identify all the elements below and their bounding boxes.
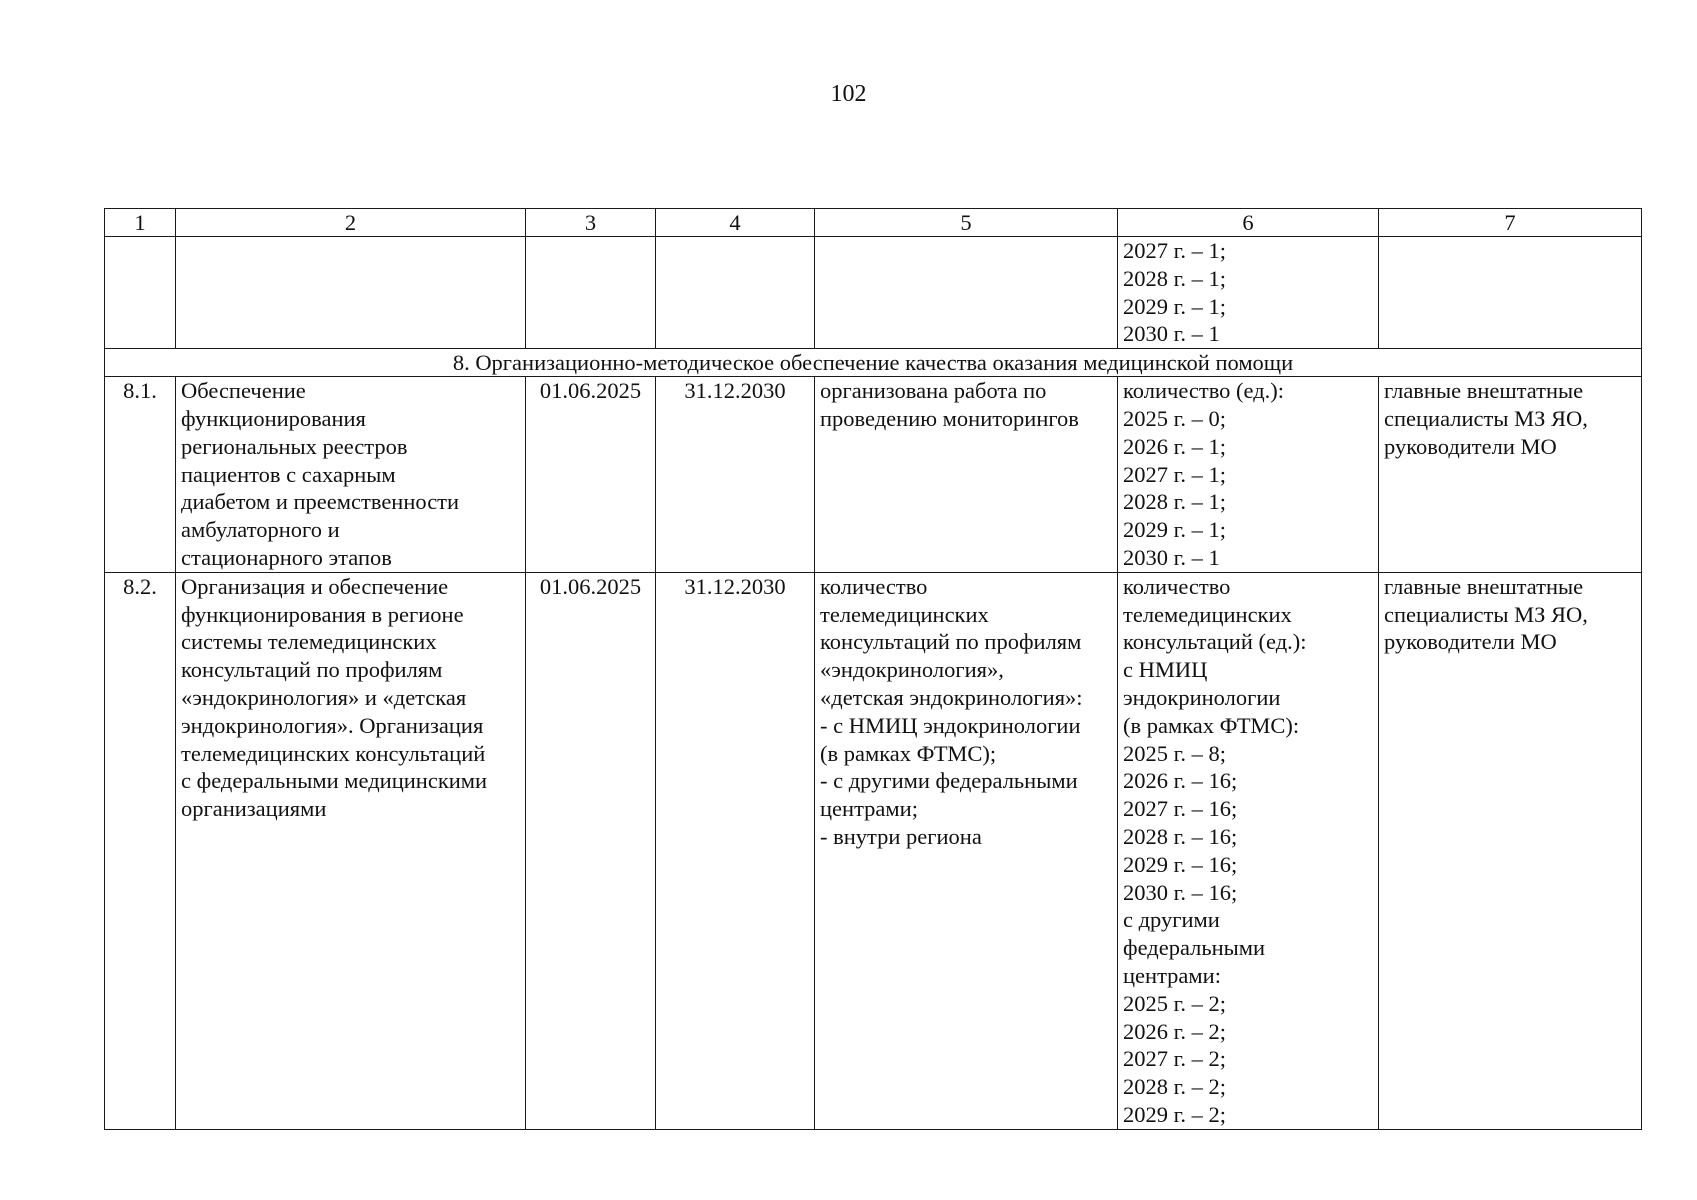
indicator-line: с другими — [1123, 907, 1220, 933]
activity-name-cell — [176, 377, 526, 573]
indicator-line: телемедицинских — [1123, 601, 1292, 627]
text-line: главные внештатные — [1384, 573, 1584, 599]
indicator-line: 2030 г. – 1 — [1123, 321, 1220, 347]
column-header-5: 5 — [815, 209, 1118, 237]
indicator-line: 2029 г. – 1; — [1123, 517, 1226, 543]
text-line: «детская эндокринология»: — [820, 684, 1083, 710]
indicator-line: количество (ед.): — [1123, 378, 1285, 404]
text-line: Обеспечение — [181, 378, 306, 404]
text-line: с федеральными медицинскими — [181, 768, 488, 794]
indicator-line: 2027 г. – 1; — [1123, 238, 1226, 263]
text-line: консультаций по профилям — [820, 629, 1082, 655]
result-cell — [815, 572, 1118, 1129]
column-number-row — [105, 209, 1642, 237]
indicator-line: 2028 г. – 1; — [1123, 265, 1226, 291]
text-line: центрами; — [820, 796, 918, 822]
text-line: Организация и обеспечение — [181, 573, 449, 599]
text-line: пациентов с сахарным — [181, 461, 396, 487]
text-line: специалисты МЗ ЯО, — [1384, 601, 1588, 627]
indicator-cell — [1118, 572, 1379, 1129]
table-row — [105, 572, 1642, 1129]
indicator-cell — [1118, 237, 1379, 349]
table-cell — [526, 237, 656, 349]
table-cell — [1379, 237, 1642, 349]
text-line: руководители МО — [1384, 629, 1557, 655]
text-line: функционирования — [181, 405, 366, 431]
end-date: 31.12.2030 — [656, 377, 815, 573]
indicator-line: 2029 г. – 2; — [1123, 1101, 1226, 1127]
indicator-line: 2030 г. – 1 — [1123, 544, 1220, 570]
page-number: 102 — [830, 81, 867, 107]
table-row — [105, 377, 1642, 573]
indicator-line: 2026 г. – 1; — [1123, 433, 1226, 459]
indicator-line: количество — [1123, 573, 1231, 599]
start-date: 01.06.2025 — [526, 572, 656, 1129]
text-line: организована работа по — [820, 378, 1047, 404]
column-header-2: 2 — [176, 209, 526, 237]
indicator-line: (в рамках ФТМС): — [1123, 712, 1300, 738]
indicator-line: 2025 г. – 2; — [1123, 990, 1226, 1016]
text-line: региональных реестров — [181, 433, 408, 459]
text-line: системы телемедицинских — [181, 629, 437, 655]
responsible-cell — [1379, 377, 1642, 573]
text-line: «эндокринология» и «детская — [181, 684, 467, 710]
column-header-6: 6 — [1118, 209, 1379, 237]
text-line: диабетом и преемственности — [181, 489, 460, 515]
indicator-line: 2025 г. – 8; — [1123, 740, 1226, 766]
indicator-line: 2027 г. – 2; — [1123, 1046, 1226, 1072]
indicator-line: с НМИЦ — [1123, 657, 1208, 683]
indicator-line: 2028 г. – 2; — [1123, 1074, 1226, 1100]
indicator-line: 2026 г. – 2; — [1123, 1018, 1226, 1044]
row-number: 8.1. — [105, 377, 176, 573]
indicator-line: 2028 г. – 16; — [1123, 823, 1238, 849]
text-line: - с другими федеральными — [820, 768, 1078, 794]
indicator-line: 2025 г. – 0; — [1123, 405, 1226, 431]
section-row — [105, 349, 1642, 377]
text-line: проведению мониторингов — [820, 405, 1079, 431]
indicator-line: 2028 г. – 1; — [1123, 489, 1226, 515]
indicator-line: центрами: — [1123, 962, 1221, 988]
table-cell — [815, 237, 1118, 349]
indicator-line: 2029 г. – 1; — [1123, 293, 1226, 319]
indicator-line: консультаций (ед.): — [1123, 629, 1307, 655]
text-line: главные внештатные — [1384, 378, 1584, 404]
indicator-line: 2029 г. – 16; — [1123, 851, 1238, 877]
indicator-cell — [1118, 377, 1379, 573]
row-number: 8.2. — [105, 572, 176, 1129]
responsible-cell — [1379, 572, 1642, 1129]
indicator-line: 2026 г. – 16; — [1123, 768, 1238, 794]
column-header-7: 7 — [1379, 209, 1642, 237]
text-line: стационарного этапов — [181, 544, 392, 570]
table-cell — [176, 237, 526, 349]
indicator-line: федеральными — [1123, 935, 1266, 961]
text-line: руководители МО — [1384, 433, 1557, 459]
result-cell — [815, 377, 1118, 573]
text-line: организациями — [181, 796, 327, 822]
end-date: 31.12.2030 — [656, 572, 815, 1129]
activity-name-cell — [176, 572, 526, 1129]
text-line: эндокринология». Организация — [181, 712, 484, 738]
text-line: консультаций по профилям — [181, 657, 443, 683]
text-line: амбулаторного и — [181, 517, 340, 543]
column-header-1: 1 — [105, 209, 176, 237]
table-cell — [656, 237, 815, 349]
start-date: 01.06.2025 — [526, 377, 656, 573]
text-line: (в рамках ФТМС); — [820, 740, 997, 766]
text-line: «эндокринология», — [820, 657, 1004, 683]
indicator-line: 2030 г. – 16; — [1123, 879, 1238, 905]
indicator-line: 2027 г. – 1; — [1123, 461, 1226, 487]
text-line: функционирования в регионе — [181, 601, 464, 627]
section-title: 8. Организационно-методическое обеспечение качества оказания медицинской помощи — [105, 349, 1642, 377]
continuation-row — [105, 237, 1642, 349]
text-line: телемедицинских — [820, 601, 989, 627]
text-line: - внутри региона — [820, 823, 982, 849]
table-cell — [105, 237, 176, 349]
column-header-3: 3 — [526, 209, 656, 237]
indicator-line: 2027 г. – 16; — [1123, 796, 1238, 822]
indicator-line: эндокринологии — [1123, 684, 1281, 710]
text-line: специалисты МЗ ЯО, — [1384, 405, 1588, 431]
text-line: - с НМИЦ эндокринологии — [820, 712, 1081, 738]
column-header-4: 4 — [656, 209, 815, 237]
text-line: количество — [820, 573, 928, 599]
text-line: телемедицинских консультаций — [181, 740, 486, 766]
plan-table — [104, 208, 1642, 1130]
